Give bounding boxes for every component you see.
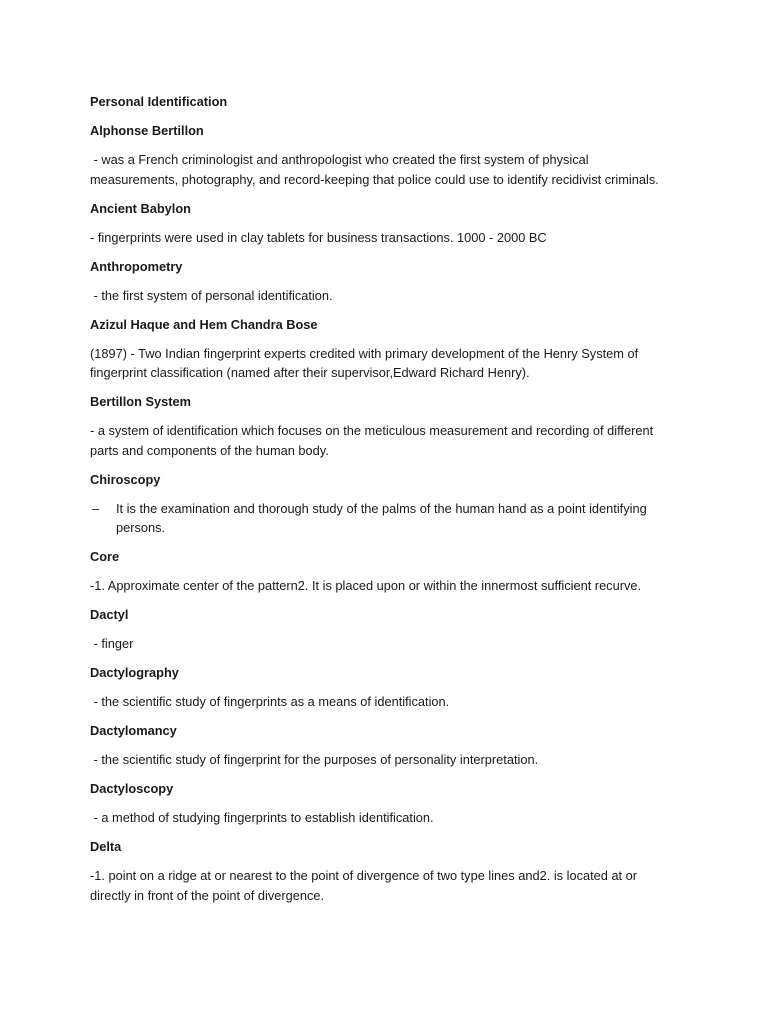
term-chiroscopy: Chiroscopy: [90, 471, 161, 487]
definition-haque-bose: (1897) - Two Indian fingerprint experts credited with primary development of the Henry System of fingerprint classification (named after their supervisor,Edward Richard Henry).: [90, 345, 639, 380]
term-dactylography: Dactylography: [90, 665, 179, 680]
definition-chiroscopy: [90, 499, 680, 538]
definition-anthropometry: - the first system of personal identification.: [90, 287, 333, 303]
term-bertillon-system: Bertillon System: [90, 394, 191, 409]
definition-dactylomancy: - the scientific study of fingerprint for the purposes of personality interpretation.: [90, 752, 539, 767]
definition-ancient-babylon: - fingerprints were used in clay tablets for business transactions. 1000 - 2000 BC: [90, 229, 547, 245]
term-alphonse-bertillon: Alphonse Bertillon: [90, 123, 204, 138]
definition-dactyloscopy: - a method of studying fingerprints to establish identification.: [90, 810, 434, 825]
term-delta: Delta: [90, 839, 122, 854]
definition-dactylography: - the scientific study of fingerprints as a means of identification.: [90, 694, 450, 709]
definition-delta: -1. point on a ridge at or nearest to the point of divergence of two type lines and2. is located at or directly in front of the point of divergence.: [90, 868, 638, 903]
definition-bertillon-system: - a system of identification which focuses on the meticulous measurement and recording of different parts and components of the human body.: [90, 423, 654, 458]
document-page: [90, 92, 680, 915]
term-anthropometry: Anthropometry: [90, 258, 183, 274]
definition-core: -1. Approximate center of the pattern2. It is placed upon or within the innermost sufficient recurve.: [90, 578, 642, 593]
definition-dactyl: - finger: [90, 636, 134, 651]
definition-alphonse-bertillon: - was a French criminologist and anthropologist who created the first system of physical measurements, photography, and record-keeping that police could use to identify recidivist criminals.: [90, 152, 659, 187]
term-haque-bose: Azizul Haque and Hem Chandra Bose: [90, 316, 318, 332]
term-ancient-babylon: Ancient Babylon: [90, 200, 191, 216]
term-core: Core: [90, 549, 120, 564]
definition-chiroscopy-text: It is the examination and thorough study of the palms of the human hand as a point identifying persons.: [116, 500, 647, 535]
term-dactyloscopy: Dactyloscopy: [90, 781, 174, 796]
term-dactyl: Dactyl: [90, 607, 129, 622]
document-title: Personal Identification: [90, 94, 228, 109]
term-dactylomancy: Dactylomancy: [90, 723, 177, 738]
list-dash-bullet: –: [92, 500, 100, 516]
